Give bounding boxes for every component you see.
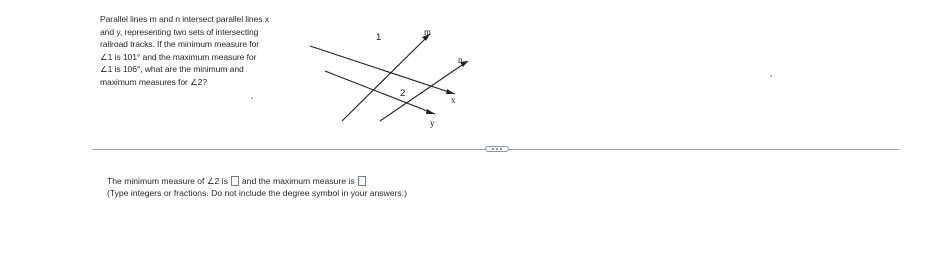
problem-line: railroad tracks. If the minimum measure for [100,39,260,50]
problem-statement [100,13,305,89]
line-n-label: n [458,55,463,65]
arrowhead [426,109,435,114]
line-m [342,34,430,121]
line-y-label: y [430,118,435,128]
dot-icon [500,148,502,150]
line-y [325,71,435,114]
angle-1-label: 1 [376,32,382,43]
arrowhead [446,89,455,94]
line-x [310,46,455,94]
answer-instructions: (Type integers or fractions. Do not include the degree symbol in your answers.) [107,188,407,198]
line-m-label: m [424,27,432,37]
angle-2-label: 2 [400,88,406,99]
problem-line: ∠1 is 101° and the maximum measure for [100,51,257,62]
answer-prefix: The minimum measure of ∠2 is [107,176,228,186]
stray-dot [770,75,772,77]
stray-dot [251,97,253,99]
dot-icon [496,148,498,150]
dot-icon [492,148,494,150]
parallel-lines-figure [300,26,500,136]
problem-line: maximum measures for ∠2? [100,76,208,87]
problem-line: Parallel lines m and n intersect parallel lines x [100,14,269,24]
problem-line: ∠1 is 106°, what are the minimum and [100,64,244,75]
line-x-label: x [451,95,456,105]
answer-prompt [107,175,366,187]
max-measure-input[interactable] [358,176,366,186]
expand-handle[interactable] [485,146,509,152]
problem-line: and y, representing two sets of intersecting [100,26,259,37]
answer-middle: and the maximum measure is [241,176,355,186]
min-measure-input[interactable] [231,176,239,186]
